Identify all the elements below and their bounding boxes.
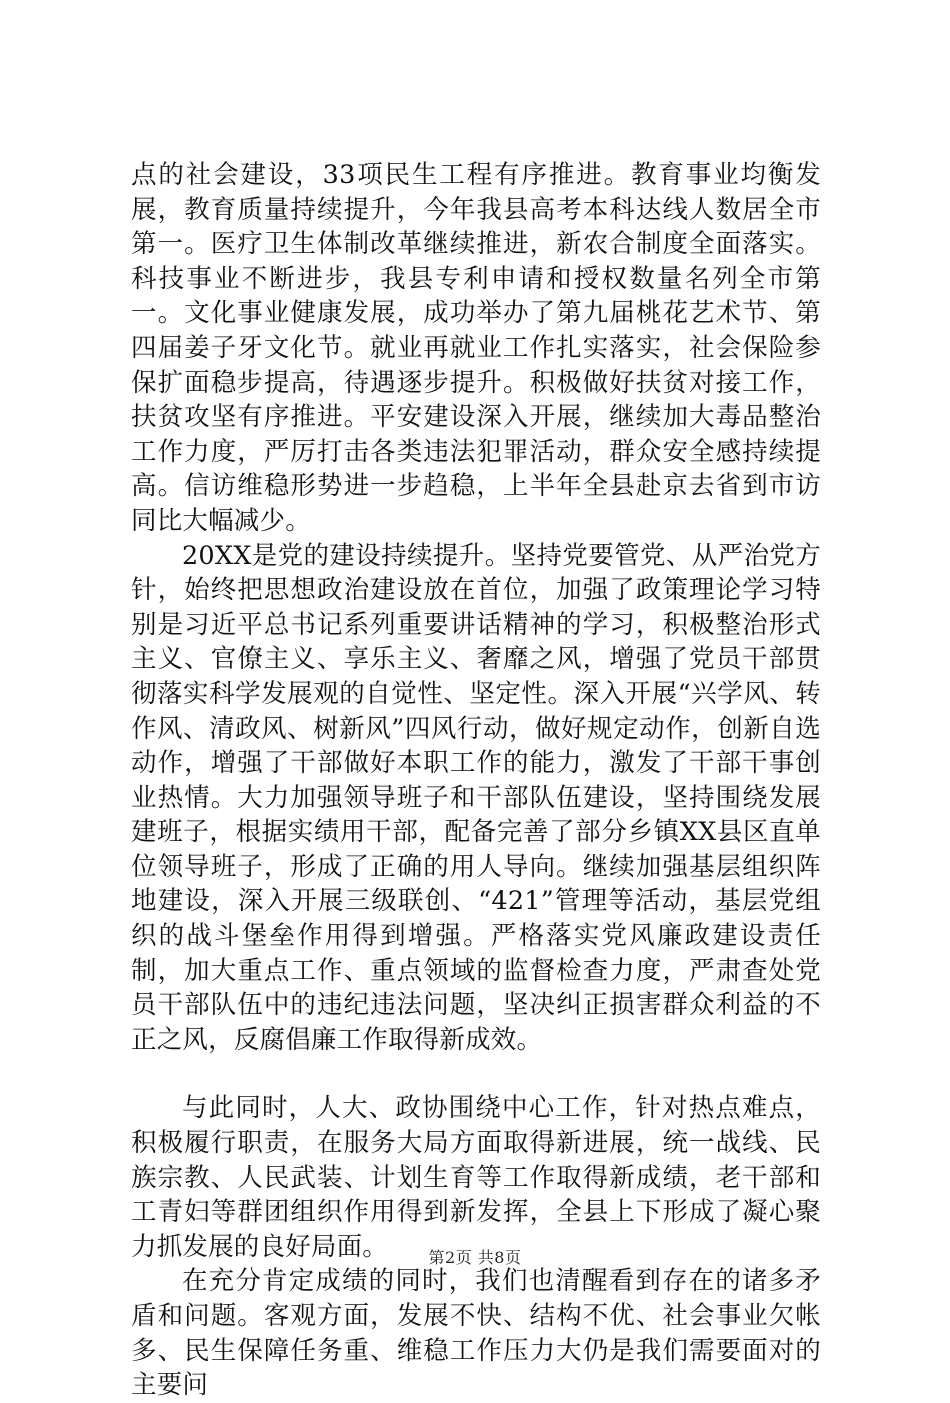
paragraph-problems: 在充分肯定成绩的同时，我们也清醒看到存在的诸多矛盾和问题。客观方面，发展不快、结构不优、社会事业欠帐多、民生保障任务重、维稳工作压力大仍是我们需要面对的主要问 xyxy=(131,1266,821,1401)
page-footer: 第2页 共8页 xyxy=(428,1248,522,1267)
paragraph-spacer xyxy=(131,1057,821,1091)
paragraph-npc-cppcc: 与此同时，人大、政协围绕中心工作，针对热点难点，积极履行职责，在服务大局方面取得新进展，统一战线、民族宗教、人民武装、计划生育等工作取得新成绩，老干部和工青妇等群团组织作用得到新发挥，全县上下形成了凝心聚力抓发展的良好局面。 xyxy=(131,1093,821,1262)
document-body xyxy=(131,158,821,1403)
paragraph-social-development: 点的社会建设，33项民生工程有序推进。教育事业均衡发展，教育质量持续提升，今年我县高考本科达线人数居全市第一。医疗卫生体制改革继续推进，新农合制度全面落实。科技事业不断进步，我县专利申请和授权数量名列全市第一。文化事业健康发展，成功举办了第九届桃花艺术节、第四届姜子牙文化节。就业再就业工作扎实落实，社会保险参保扩面稳步提高，待遇逐步提升。积极做好扶贫对接工作，扶贫攻坚有序推进。平安建设深入开展，继续加大毒品整治工作力度，严厉打击各类违法犯罪活动，群众安全感持续提高。信访维稳形势进一步趋稳，上半年全县赴京去省到市访同比大幅减少。 xyxy=(131,160,821,536)
paragraph-party-building: 20XX是党的建设持续提升。坚持党要管党、从严治党方针，始终把思想政治建设放在首位，加强了政策理论学习特别是习近平总书记系列重要讲话精神的学习，积极整治形式主义、官僚主义、享乐主义、奢靡之风，增强了党员干部贯彻落实科学发展观的自觉性、坚定性。深入开展“兴学风、转作风、清政风、树新风”四风行动，做好规定动作，创新自选动作，增强了干部做好本职工作的能力，激发了干部干事创业热情。大力加强领导班子和干部队伍建设，坚持围绕发展建班子，根据实绩用干部，配备完善了部分乡镇XX县区直单位领导班子，形成了正确的用人导向。继续加强基层组织阵地建设，深入开展三级联创、“421”管理等活动，基层党组织的战斗堡垒作用得到增强。严格落实党风廉政建设责任制，加大重点工作、重点领域的监督检查力度，严肃查处党员干部队伍中的违纪违法问题，坚决纠正损害群众利益的不正之风，反腐倡廉工作取得新成效。 xyxy=(131,540,821,1055)
